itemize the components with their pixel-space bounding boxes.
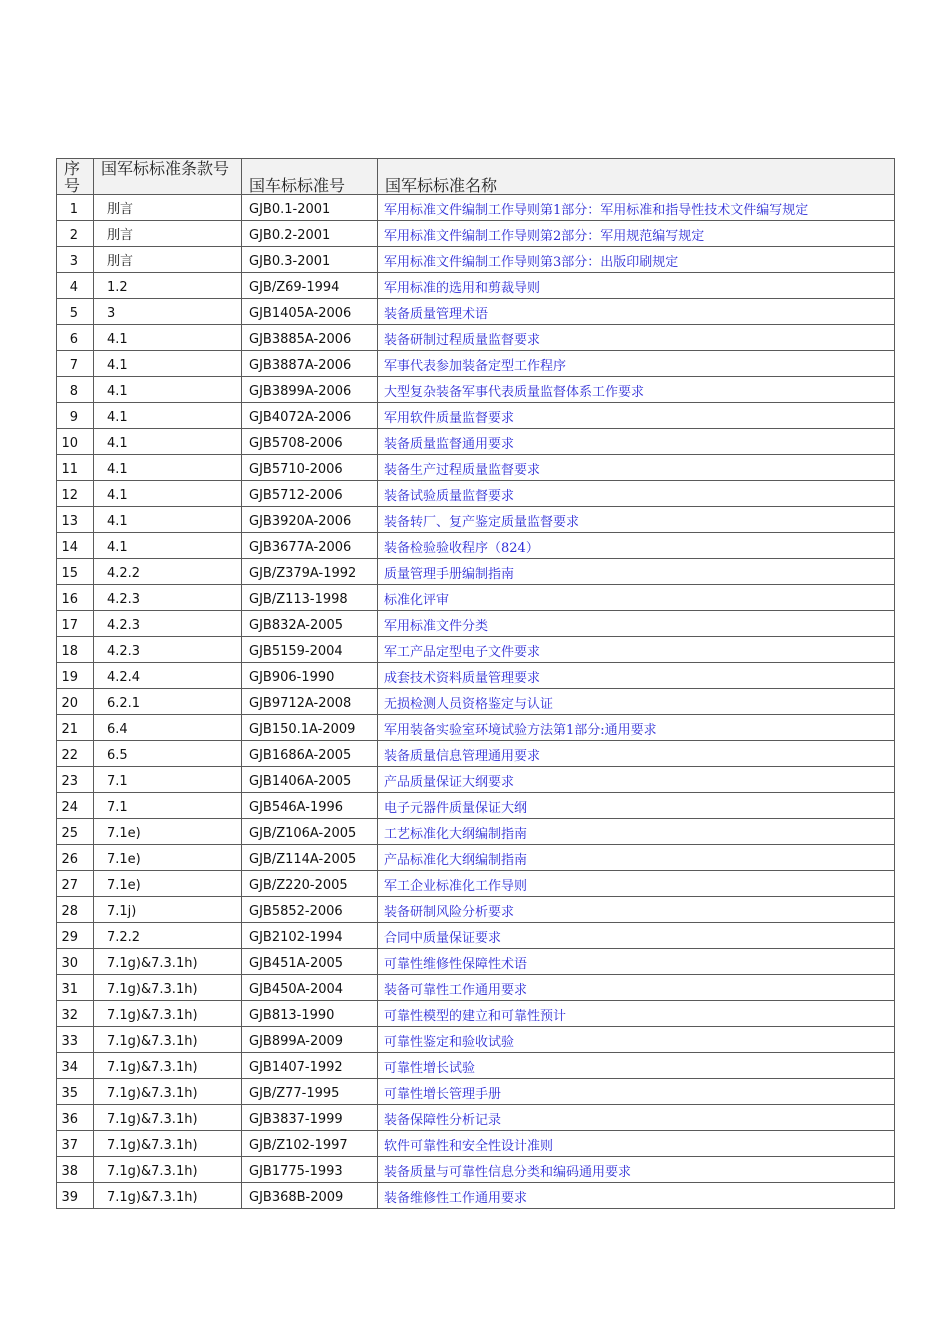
standard-code-cell: GJB5159-2004 — [242, 637, 378, 663]
table-row — [57, 559, 895, 585]
standard-name-cell: 质量管理手册编制指南 — [378, 559, 895, 585]
standard-name-cell: 装备研制风险分析要求 — [378, 897, 895, 923]
standard-code-cell: GJB450A-2004 — [242, 975, 378, 1001]
clause-cell: 刖言 — [94, 247, 242, 273]
standard-code-cell: GJB5852-2006 — [242, 897, 378, 923]
table-row — [57, 585, 895, 611]
clause-cell: 4.1 — [94, 455, 242, 481]
clause-cell: 4.1 — [94, 507, 242, 533]
standard-code-cell: GJB/Z220-2005 — [242, 871, 378, 897]
row-number-cell: 31 — [57, 975, 94, 1001]
standard-code-cell: GJB3677A-2006 — [242, 533, 378, 559]
standard-code-cell: GJB5708-2006 — [242, 429, 378, 455]
standard-code-cell: GJB150.1A-2009 — [242, 715, 378, 741]
standard-code-cell: GJB0.1-2001 — [242, 195, 378, 221]
standard-name-cell: 可靠性维修性保障性术语 — [378, 949, 895, 975]
clause-cell: 4.1 — [94, 533, 242, 559]
table-row — [57, 845, 895, 871]
row-number-cell: 29 — [57, 923, 94, 949]
row-number-cell: 9 — [57, 403, 94, 429]
table-row — [57, 663, 895, 689]
standard-name-cell: 军用标准文件编制工作导则第1部分：军用标准和指导性技术文件编写规定 — [378, 195, 895, 221]
table-row — [57, 793, 895, 819]
standard-code-cell: GJB/Z69-1994 — [242, 273, 378, 299]
table-row — [57, 325, 895, 351]
standard-name-cell: 军工产品定型电子文件要求 — [378, 637, 895, 663]
table-row — [57, 897, 895, 923]
table-row — [57, 1079, 895, 1105]
table-row — [57, 455, 895, 481]
table-row — [57, 1105, 895, 1131]
header-code: 国车标标准号 — [242, 159, 378, 195]
standard-name-cell: 装备维修性工作通用要求 — [378, 1183, 895, 1209]
standard-code-cell: GJB3885A-2006 — [242, 325, 378, 351]
table-row — [57, 377, 895, 403]
clause-cell: 1.2 — [94, 273, 242, 299]
standard-name-cell: 装备生产过程质量监督要求 — [378, 455, 895, 481]
table-row — [57, 1157, 895, 1183]
standard-code-cell: GJB451A-2005 — [242, 949, 378, 975]
standard-name-cell: 装备可靠性工作通用要求 — [378, 975, 895, 1001]
table-row — [57, 351, 895, 377]
standard-name-cell: 成套技术资料质量管理要求 — [378, 663, 895, 689]
clause-cell: 7.1g)&7.3.1h) — [94, 1105, 242, 1131]
table-row — [57, 195, 895, 221]
clause-cell: 7.1 — [94, 793, 242, 819]
row-number-cell: 27 — [57, 871, 94, 897]
header-no: 序号 — [57, 159, 94, 195]
table-row — [57, 221, 895, 247]
row-number-cell: 5 — [57, 299, 94, 325]
row-number-cell: 19 — [57, 663, 94, 689]
table-row — [57, 689, 895, 715]
standard-name-cell: 装备质量管理术语 — [378, 299, 895, 325]
standard-code-cell: GJB813-1990 — [242, 1001, 378, 1027]
row-number-cell: 32 — [57, 1001, 94, 1027]
row-number-cell: 18 — [57, 637, 94, 663]
standard-name-cell: 军事代表参加装备定型工作程序 — [378, 351, 895, 377]
standard-code-cell: GJB906-1990 — [242, 663, 378, 689]
row-number-cell: 11 — [57, 455, 94, 481]
standards-table — [56, 158, 895, 1209]
standard-code-cell: GJB3837-1999 — [242, 1105, 378, 1131]
table-header-row — [57, 159, 895, 195]
header-clause: 国军标标准条款号 — [94, 159, 242, 195]
row-number-cell: 10 — [57, 429, 94, 455]
row-number-cell: 17 — [57, 611, 94, 637]
standard-name-cell: 装备试验质量监督要求 — [378, 481, 895, 507]
standard-name-cell: 军用标准文件编制工作导则第3部分：出版印刷规定 — [378, 247, 895, 273]
clause-cell: 4.1 — [94, 351, 242, 377]
clause-cell: 7.1g)&7.3.1h) — [94, 975, 242, 1001]
standard-code-cell: GJB1406A-2005 — [242, 767, 378, 793]
table-row — [57, 1001, 895, 1027]
standard-code-cell: GJB/Z106A-2005 — [242, 819, 378, 845]
clause-cell: 7.1e) — [94, 871, 242, 897]
table-row — [57, 611, 895, 637]
row-number-cell: 33 — [57, 1027, 94, 1053]
standard-code-cell: GJB/Z113-1998 — [242, 585, 378, 611]
row-number-cell: 4 — [57, 273, 94, 299]
standard-name-cell: 装备保障性分析记录 — [378, 1105, 895, 1131]
row-number-cell: 39 — [57, 1183, 94, 1209]
row-number-cell: 22 — [57, 741, 94, 767]
standard-name-cell: 合同中质量保证要求 — [378, 923, 895, 949]
row-number-cell: 3 — [57, 247, 94, 273]
standard-code-cell: GJB899A-2009 — [242, 1027, 378, 1053]
row-number-cell: 15 — [57, 559, 94, 585]
standard-code-cell: GJB546A-1996 — [242, 793, 378, 819]
standard-code-cell: GJB1775-1993 — [242, 1157, 378, 1183]
row-number-cell: 34 — [57, 1053, 94, 1079]
table-row — [57, 1183, 895, 1209]
standard-name-cell: 软件可靠性和安全性设计准则 — [378, 1131, 895, 1157]
table-row — [57, 273, 895, 299]
standard-code-cell: GJB0.3-2001 — [242, 247, 378, 273]
standard-code-cell: GJB0.2-2001 — [242, 221, 378, 247]
header-name: 国军标标准名称 — [378, 159, 895, 195]
clause-cell: 7.1g)&7.3.1h) — [94, 1183, 242, 1209]
row-number-cell: 36 — [57, 1105, 94, 1131]
clause-cell: 4.2.3 — [94, 585, 242, 611]
standard-code-cell: GJB/Z379A-1992 — [242, 559, 378, 585]
standard-name-cell: 军用标准文件分类 — [378, 611, 895, 637]
standard-code-cell: GJB5712-2006 — [242, 481, 378, 507]
row-number-cell: 25 — [57, 819, 94, 845]
row-number-cell: 12 — [57, 481, 94, 507]
clause-cell: 7.1j) — [94, 897, 242, 923]
clause-cell: 7.1g)&7.3.1h) — [94, 1027, 242, 1053]
table-row — [57, 637, 895, 663]
standard-code-cell: GJB1686A-2005 — [242, 741, 378, 767]
table-row — [57, 949, 895, 975]
clause-cell: 7.1g)&7.3.1h) — [94, 1131, 242, 1157]
clause-cell: 4.2.3 — [94, 637, 242, 663]
table-row — [57, 429, 895, 455]
table-body — [57, 195, 895, 1209]
clause-cell: 7.2.2 — [94, 923, 242, 949]
clause-cell: 7.1 — [94, 767, 242, 793]
table-row — [57, 403, 895, 429]
row-number-cell: 20 — [57, 689, 94, 715]
standard-code-cell: GJB1405A-2006 — [242, 299, 378, 325]
row-number-cell: 37 — [57, 1131, 94, 1157]
standard-name-cell: 军用装备实验室环境试验方法第1部分:通用要求 — [378, 715, 895, 741]
clause-cell: 7.1e) — [94, 819, 242, 845]
clause-cell: 4.1 — [94, 429, 242, 455]
clause-cell: 4.1 — [94, 481, 242, 507]
standard-name-cell: 军用标准的选用和剪裁导则 — [378, 273, 895, 299]
row-number-cell: 24 — [57, 793, 94, 819]
table-row — [57, 715, 895, 741]
clause-cell: 刖言 — [94, 221, 242, 247]
standard-name-cell: 装备检验验收程序（824） — [378, 533, 895, 559]
clause-cell: 4.2.3 — [94, 611, 242, 637]
table-row — [57, 741, 895, 767]
standard-name-cell: 电子元器件质量保证大纲 — [378, 793, 895, 819]
standard-code-cell: GJB1407-1992 — [242, 1053, 378, 1079]
clause-cell: 4.1 — [94, 403, 242, 429]
clause-cell: 7.1g)&7.3.1h) — [94, 1053, 242, 1079]
standard-name-cell: 装备质量监督通用要求 — [378, 429, 895, 455]
row-number-cell: 14 — [57, 533, 94, 559]
row-number-cell: 7 — [57, 351, 94, 377]
row-number-cell: 6 — [57, 325, 94, 351]
clause-cell: 4.2.4 — [94, 663, 242, 689]
row-number-cell: 16 — [57, 585, 94, 611]
table-row — [57, 923, 895, 949]
row-number-cell: 8 — [57, 377, 94, 403]
standard-code-cell: GJB/Z114A-2005 — [242, 845, 378, 871]
clause-cell: 6.2.1 — [94, 689, 242, 715]
standard-name-cell: 可靠性模型的建立和可靠性预计 — [378, 1001, 895, 1027]
standard-code-cell: GJB4072A-2006 — [242, 403, 378, 429]
clause-cell: 7.1g)&7.3.1h) — [94, 1001, 242, 1027]
table-row — [57, 975, 895, 1001]
clause-cell: 3 — [94, 299, 242, 325]
table-row — [57, 871, 895, 897]
standard-name-cell: 无损检测人员资格鉴定与认证 — [378, 689, 895, 715]
standard-name-cell: 工艺标准化大纲编制指南 — [378, 819, 895, 845]
clause-cell: 4.1 — [94, 325, 242, 351]
row-number-cell: 28 — [57, 897, 94, 923]
clause-cell: 4.1 — [94, 377, 242, 403]
standard-name-cell: 产品标准化大纲编制指南 — [378, 845, 895, 871]
standard-code-cell: GJB/Z77-1995 — [242, 1079, 378, 1105]
standard-name-cell: 可靠性鉴定和验收试验 — [378, 1027, 895, 1053]
row-number-cell: 30 — [57, 949, 94, 975]
table-row — [57, 481, 895, 507]
row-number-cell: 1 — [57, 195, 94, 221]
standard-code-cell: GJB2102-1994 — [242, 923, 378, 949]
row-number-cell: 23 — [57, 767, 94, 793]
standard-name-cell: 军用软件质量监督要求 — [378, 403, 895, 429]
standard-name-cell: 大型复杂装备军事代表质量监督体系工作要求 — [378, 377, 895, 403]
standard-name-cell: 装备转厂、复产鉴定质量监督要求 — [378, 507, 895, 533]
standard-code-cell: GJB3887A-2006 — [242, 351, 378, 377]
table-row — [57, 819, 895, 845]
standard-code-cell: GJB5710-2006 — [242, 455, 378, 481]
standard-code-cell: GJB832A-2005 — [242, 611, 378, 637]
clause-cell: 6.4 — [94, 715, 242, 741]
clause-cell: 7.1e) — [94, 845, 242, 871]
standard-name-cell: 标准化评审 — [378, 585, 895, 611]
table-row — [57, 1053, 895, 1079]
clause-cell: 7.1g)&7.3.1h) — [94, 1157, 242, 1183]
standard-name-cell: 装备质量与可靠性信息分类和编码通用要求 — [378, 1157, 895, 1183]
standard-name-cell: 装备研制过程质量监督要求 — [378, 325, 895, 351]
standard-code-cell: GJB9712A-2008 — [242, 689, 378, 715]
row-number-cell: 26 — [57, 845, 94, 871]
table-row — [57, 247, 895, 273]
row-number-cell: 13 — [57, 507, 94, 533]
table-row — [57, 299, 895, 325]
clause-cell: 7.1g)&7.3.1h) — [94, 949, 242, 975]
row-number-cell: 35 — [57, 1079, 94, 1105]
standard-name-cell: 装备质量信息管理通用要求 — [378, 741, 895, 767]
row-number-cell: 2 — [57, 221, 94, 247]
standard-name-cell: 军工企业标准化工作导则 — [378, 871, 895, 897]
standard-name-cell: 军用标准文件编制工作导则第2部分：军用规范编写规定 — [378, 221, 895, 247]
standard-code-cell: GJB3920A-2006 — [242, 507, 378, 533]
table-row — [57, 1027, 895, 1053]
standard-name-cell: 产品质量保证大纲要求 — [378, 767, 895, 793]
clause-cell: 7.1g)&7.3.1h) — [94, 1079, 242, 1105]
row-number-cell: 38 — [57, 1157, 94, 1183]
table-row — [57, 767, 895, 793]
table-row — [57, 533, 895, 559]
standard-name-cell: 可靠性增长管理手册 — [378, 1079, 895, 1105]
row-number-cell: 21 — [57, 715, 94, 741]
table-row — [57, 507, 895, 533]
table-row — [57, 1131, 895, 1157]
standard-name-cell: 可靠性增长试验 — [378, 1053, 895, 1079]
standard-code-cell: GJB/Z102-1997 — [242, 1131, 378, 1157]
standard-code-cell: GJB368B-2009 — [242, 1183, 378, 1209]
clause-cell: 刖言 — [94, 195, 242, 221]
clause-cell: 4.2.2 — [94, 559, 242, 585]
standard-code-cell: GJB3899A-2006 — [242, 377, 378, 403]
clause-cell: 6.5 — [94, 741, 242, 767]
